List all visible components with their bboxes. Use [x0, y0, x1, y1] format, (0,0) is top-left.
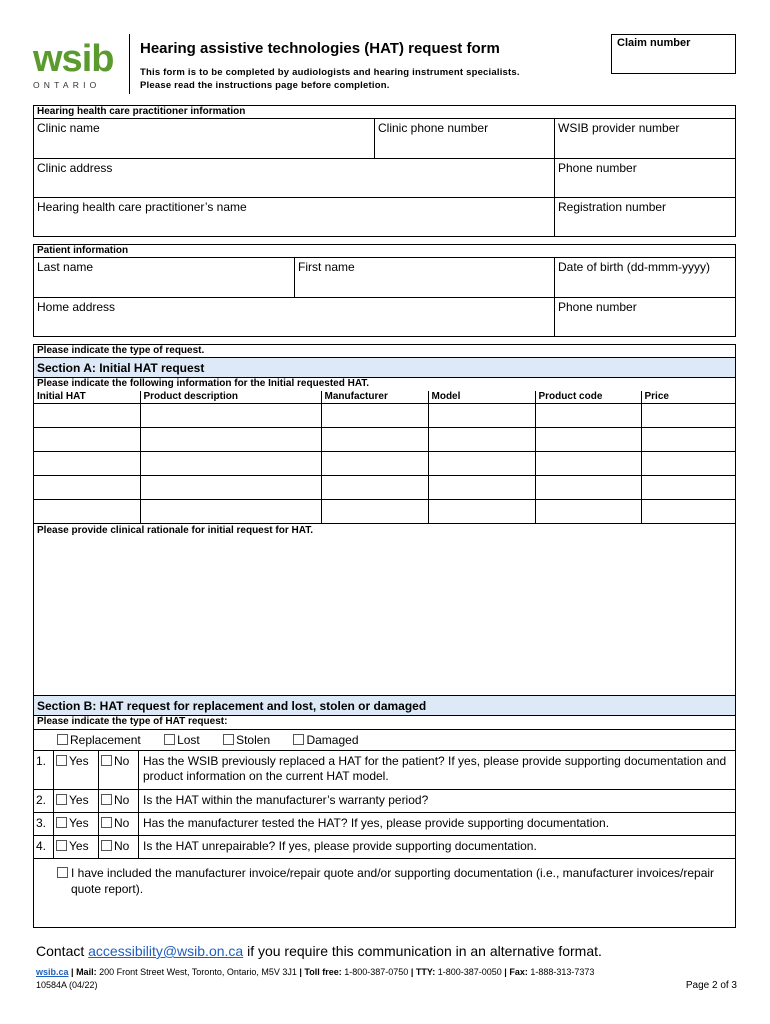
- hat-product-table: [34, 391, 735, 524]
- option-damaged[interactable]: [293, 733, 358, 747]
- clinic-phone-number-field[interactable]: [555, 159, 735, 197]
- col-model: Model: [428, 391, 535, 403]
- col-initial-hat: Initial HAT: [34, 391, 140, 403]
- claim-number-field[interactable]: [611, 34, 736, 74]
- col-price: Price: [641, 391, 735, 403]
- table-cell[interactable]: [641, 499, 735, 523]
- table-cell[interactable]: [140, 451, 321, 475]
- table-cell[interactable]: [34, 499, 140, 523]
- section-a-title: Section A: Initial HAT request: [34, 358, 735, 378]
- yes-option[interactable]: [54, 790, 99, 812]
- table-cell[interactable]: [535, 427, 641, 451]
- table-cell[interactable]: [428, 475, 535, 499]
- yes-label: Yes: [69, 753, 89, 768]
- page-number: Page 2 of 3: [685, 980, 737, 991]
- fax-number: 1-888-313-7373: [530, 967, 595, 977]
- provider-number-label: WSIB provider number: [558, 121, 680, 135]
- attestation-checkbox[interactable]: [57, 867, 68, 878]
- question-number: 3.: [34, 813, 54, 835]
- practitioner-section: [33, 105, 736, 237]
- section-a-instruction: Please indicate the following information for the Initial requested HAT.: [37, 378, 370, 389]
- table-cell[interactable]: [34, 475, 140, 499]
- first-name-field[interactable]: [295, 258, 555, 297]
- yes-option[interactable]: [54, 836, 99, 858]
- table-cell[interactable]: [641, 427, 735, 451]
- table-cell[interactable]: [34, 427, 140, 451]
- practitioner-row-1: [34, 119, 735, 159]
- table-cell[interactable]: [535, 475, 641, 499]
- form-subtitle: [140, 66, 520, 92]
- tty-label: TTY:: [415, 967, 436, 977]
- question-text: Is the HAT within the manufacturer’s warranty period?: [143, 792, 429, 807]
- clinic-address-field[interactable]: [34, 159, 555, 197]
- col-product-description: Product description: [140, 391, 321, 403]
- toll-free-label: Toll free:: [304, 967, 342, 977]
- no-option[interactable]: [99, 813, 139, 835]
- yes-label: Yes: [69, 792, 89, 807]
- no-checkbox[interactable]: [101, 840, 112, 851]
- table-cell[interactable]: [321, 451, 428, 475]
- contact-line: [36, 943, 602, 959]
- table-cell[interactable]: [140, 403, 321, 427]
- option-replacement[interactable]: [57, 733, 141, 747]
- clinic-name-label: Clinic name: [37, 121, 100, 135]
- claim-number-label: Claim number: [617, 37, 691, 49]
- mail-address: 200 Front Street West, Toronto, Ontario, M5V 3J1: [99, 967, 297, 977]
- question-row-3: [34, 812, 735, 835]
- question-text: Is the HAT unrepairable? If yes, please provide supporting documentation.: [143, 838, 537, 853]
- table-cell[interactable]: [535, 403, 641, 427]
- form-title: Hearing assistive technologies (HAT) request form: [140, 40, 500, 57]
- logo-subtitle: ONTARIO: [33, 80, 101, 90]
- table-cell[interactable]: [321, 475, 428, 499]
- header-divider: [129, 34, 130, 94]
- table-cell[interactable]: [34, 451, 140, 475]
- stolen-checkbox[interactable]: [223, 734, 234, 745]
- first-name-label: First name: [298, 260, 355, 274]
- patient-phone-label: Phone number: [558, 300, 637, 314]
- yes-checkbox[interactable]: [56, 794, 67, 805]
- table-row: [34, 475, 735, 499]
- option-lost[interactable]: [164, 733, 200, 747]
- wsib-logo: [33, 40, 123, 92]
- patient-phone-field[interactable]: [555, 298, 735, 336]
- yes-checkbox[interactable]: [56, 755, 67, 766]
- yes-option[interactable]: [54, 751, 99, 789]
- patient-row-2: [34, 298, 735, 336]
- footer-contact-info: wsib.ca | Mail: 200 Front Street West, Toronto, Ontario, M5V 3J1 | Toll free: 1-800-387-0750 | TTY: 1-800-387-0050 | Fax: 1-888-313-7373: [36, 967, 595, 977]
- section-b-title: Section B: HAT request for replacement and lost, stolen or damaged: [34, 696, 735, 716]
- no-option[interactable]: [99, 751, 139, 789]
- attestation-row: [34, 858, 735, 897]
- no-label: No: [114, 815, 130, 830]
- replacement-label: Replacement: [70, 732, 141, 747]
- last-name-field[interactable]: [34, 258, 295, 297]
- yes-label: Yes: [69, 815, 89, 830]
- subtitle-line-1: This form is to be completed by audiologists and hearing instrument specialists.: [140, 67, 520, 78]
- no-checkbox[interactable]: [101, 794, 112, 805]
- yes-checkbox[interactable]: [56, 817, 67, 828]
- accessibility-email-link[interactable]: accessibility@wsib.on.ca: [88, 943, 244, 959]
- table-cell[interactable]: [140, 499, 321, 523]
- yes-checkbox[interactable]: [56, 840, 67, 851]
- form-code: 10584A (04/22): [36, 980, 98, 990]
- table-cell[interactable]: [428, 403, 535, 427]
- dob-label: Date of birth (dd-mmm-yyyy): [558, 260, 711, 274]
- question-number: 2.: [34, 790, 54, 812]
- no-checkbox[interactable]: [101, 755, 112, 766]
- table-cell[interactable]: [641, 403, 735, 427]
- logo-wordmark: wsib: [33, 38, 114, 80]
- table-cell[interactable]: [140, 475, 321, 499]
- replacement-checkbox[interactable]: [57, 734, 68, 745]
- last-name-label: Last name: [37, 260, 94, 274]
- table-row: [34, 451, 735, 475]
- request-type-options: [34, 730, 735, 750]
- rationale-label: Please provide clinical rationale for initial request for HAT.: [37, 524, 314, 536]
- question-text: Has the WSIB previously replaced a HAT for the patient? If yes, please provide supporting documentation and product information on the current HAT model.: [143, 753, 727, 783]
- attestation-text: I have included the manufacturer invoice/repair quote and/or supporting documentation (i.e., manufacturer invoices/repair quote report).: [71, 865, 715, 896]
- table-cell[interactable]: [34, 403, 140, 427]
- table-cell[interactable]: [428, 427, 535, 451]
- section-b-instruction: Please indicate the type of HAT request:: [34, 716, 735, 730]
- damaged-label: Damaged: [306, 732, 359, 747]
- provider-number-field[interactable]: [555, 119, 735, 158]
- home-address-label: Home address: [37, 300, 116, 314]
- contact-suffix: if you require this communication in an alternative format.: [243, 943, 602, 959]
- clinic-name-field[interactable]: [34, 119, 375, 158]
- question-text: Has the manufacturer tested the HAT? If yes, please provide supporting documentation.: [143, 815, 610, 830]
- col-product-code: Product code: [535, 391, 641, 403]
- dob-field[interactable]: [555, 258, 735, 297]
- question-row-2: [34, 789, 735, 812]
- table-cell[interactable]: [535, 451, 641, 475]
- col-manufacturer: Manufacturer: [321, 391, 428, 403]
- table-row: [34, 499, 735, 523]
- table-row: [34, 427, 735, 451]
- table-cell[interactable]: [641, 475, 735, 499]
- no-checkbox[interactable]: [101, 817, 112, 828]
- mail-label: Mail:: [76, 967, 97, 977]
- registration-number-field[interactable]: [555, 198, 735, 236]
- wsib-site-link[interactable]: wsib.ca: [36, 967, 69, 977]
- no-label: No: [114, 792, 130, 807]
- request-instruction: Please indicate the type of request.: [34, 345, 735, 358]
- phone-number-label: Phone number: [558, 161, 637, 175]
- option-stolen[interactable]: [223, 733, 270, 747]
- patient-heading: Patient information: [34, 245, 735, 258]
- table-cell[interactable]: [428, 451, 535, 475]
- table-cell[interactable]: [641, 451, 735, 475]
- question-row-1: [34, 750, 735, 789]
- practitioner-row-3: [34, 198, 735, 236]
- table-cell[interactable]: [428, 499, 535, 523]
- stolen-label: Stolen: [236, 732, 271, 747]
- yes-label: Yes: [69, 838, 89, 853]
- table-row: [34, 403, 735, 427]
- no-label: No: [114, 838, 130, 853]
- contact-prefix: Contact: [36, 943, 89, 959]
- patient-section: [33, 244, 736, 337]
- no-label: No: [114, 753, 130, 768]
- tty-number: 1-800-387-0050: [437, 967, 502, 977]
- question-number: 4.: [34, 836, 54, 858]
- question-number: 1.: [34, 751, 54, 789]
- request-section: [33, 344, 736, 928]
- clinic-address-label: Clinic address: [37, 161, 113, 175]
- table-cell[interactable]: [321, 403, 428, 427]
- subtitle-line-2: Please read the instructions page before completion.: [140, 80, 390, 91]
- rationale-field[interactable]: [34, 524, 735, 696]
- no-option[interactable]: [99, 790, 139, 812]
- table-cell[interactable]: [535, 499, 641, 523]
- lost-checkbox[interactable]: [164, 734, 175, 745]
- registration-number-label: Registration number: [558, 200, 667, 214]
- question-row-4: [34, 835, 735, 858]
- clinic-phone-label: Clinic phone number: [378, 121, 489, 135]
- practitioner-name-field[interactable]: [34, 198, 555, 236]
- practitioner-name-label: Hearing health care practitioner’s name: [37, 200, 247, 214]
- patient-row-1: [34, 258, 735, 298]
- lost-label: Lost: [177, 732, 200, 747]
- table-cell[interactable]: [140, 427, 321, 451]
- clinic-phone-field[interactable]: [375, 119, 555, 158]
- toll-free-number: 1-800-387-0750: [344, 967, 409, 977]
- damaged-checkbox[interactable]: [293, 734, 304, 745]
- yes-option[interactable]: [54, 813, 99, 835]
- practitioner-heading: Hearing health care practitioner information: [34, 106, 735, 119]
- table-header-row: [34, 391, 735, 403]
- no-option[interactable]: [99, 836, 139, 858]
- fax-label: Fax:: [509, 967, 528, 977]
- table-cell[interactable]: [321, 427, 428, 451]
- home-address-field[interactable]: [34, 298, 555, 336]
- practitioner-row-2: [34, 159, 735, 198]
- table-cell[interactable]: [321, 499, 428, 523]
